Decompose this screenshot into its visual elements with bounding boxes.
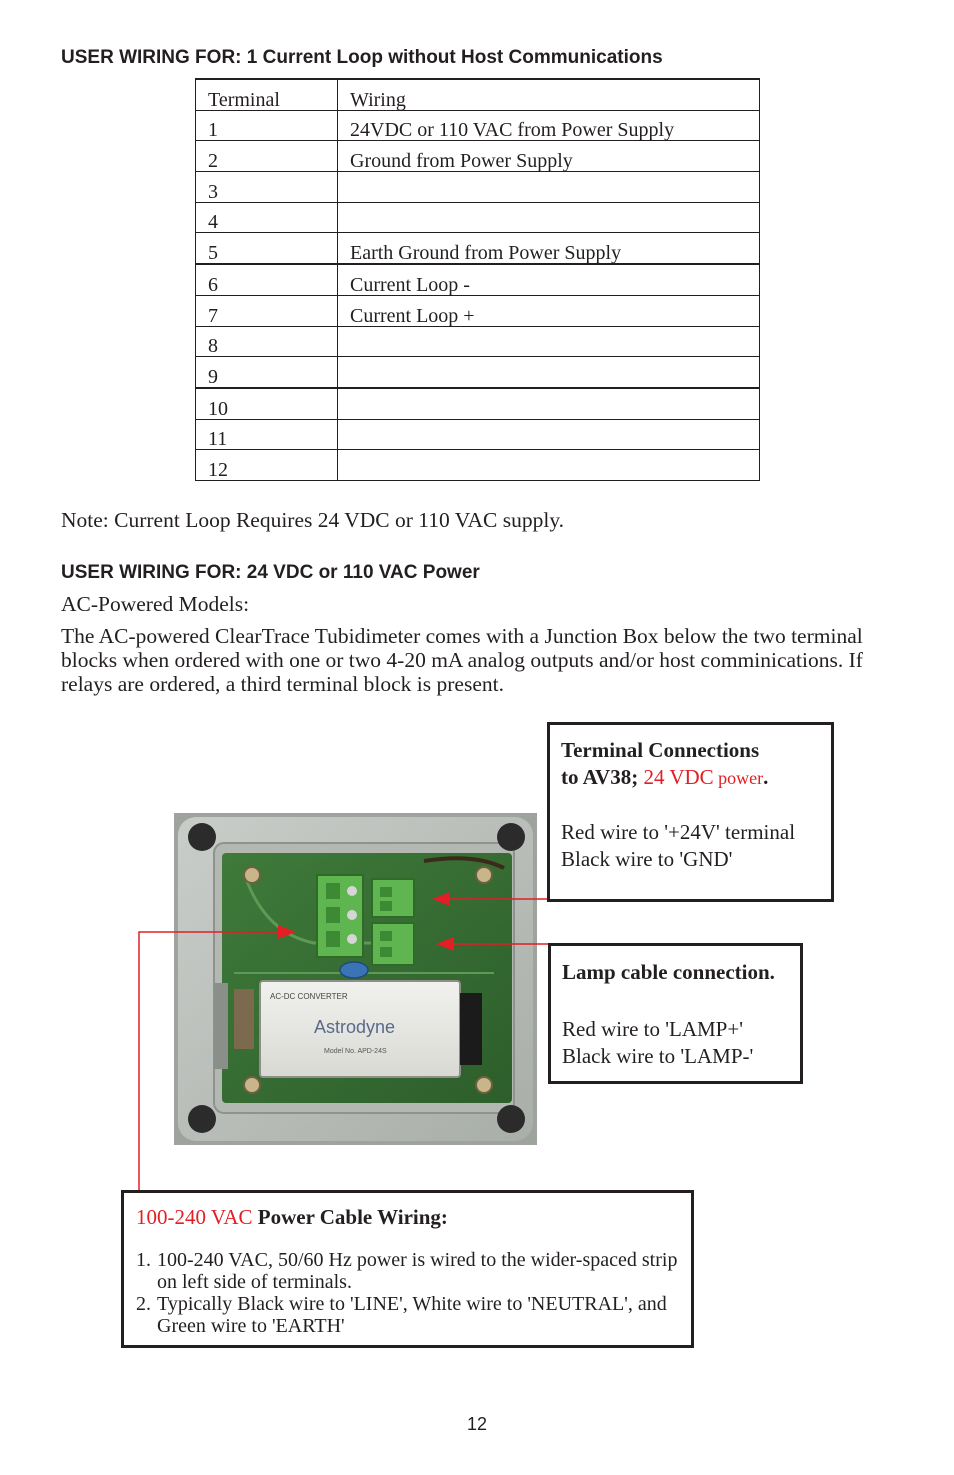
power-callout-item-number: 1. — [136, 1249, 151, 1271]
power-callout-item-number: 2. — [136, 1293, 151, 1315]
lamp-callout-line1: Red wire to 'LAMP+' — [562, 1017, 743, 1041]
table-header-terminal: Terminal — [196, 79, 338, 110]
table-row — [196, 264, 760, 295]
section-heading-power: USER WIRING FOR: 24 VDC or 110 VAC Power — [61, 562, 480, 583]
table-cell-terminal: 12 — [196, 450, 338, 481]
terminal-callout-title-prefix: to AV38; — [561, 765, 644, 789]
table-cell-terminal: 5 — [196, 233, 338, 264]
table-cell-wiring — [338, 172, 760, 203]
table-cell-terminal: 3 — [196, 172, 338, 203]
terminal-callout-title-line1: Terminal Connections — [561, 738, 760, 762]
table-cell-terminal: 4 — [196, 202, 338, 233]
table-cell-wiring — [338, 419, 760, 450]
module-model-text: Model No. APD-24S — [324, 1048, 387, 1055]
table-cell-wiring: Current Loop - — [338, 264, 760, 295]
terminal-callout-title-line2 — [561, 764, 768, 792]
ac-powered-subheading: AC-Powered Models: — [61, 592, 250, 616]
terminal-callout-voltage: 24 VDC — [643, 765, 714, 789]
power-cable-callout — [121, 1190, 694, 1348]
table-cell-wiring: Earth Ground from Power Supply — [338, 233, 760, 264]
table-cell-wiring — [338, 388, 760, 419]
table-cell-terminal: 9 — [196, 357, 338, 388]
power-callout-title — [136, 1205, 448, 1230]
lamp-callout-title: Lamp cable connection. — [562, 960, 775, 984]
table-row — [196, 233, 760, 264]
module-brand-text: Astrodyne — [314, 1017, 396, 1037]
table-cell-terminal: 2 — [196, 141, 338, 172]
terminal-connections-callout — [547, 722, 834, 902]
section-heading-current-loop: USER WIRING FOR: 1 Current Loop without Host Communications — [61, 47, 663, 68]
power-callout-item-text: 100-240 VAC, 50/60 Hz power is wired to the wider-spaced strip on left side of terminals. — [157, 1249, 678, 1293]
table-cell-wiring — [338, 357, 760, 388]
table-row — [196, 295, 760, 326]
table-row — [196, 450, 760, 481]
terminal-callout-power-word: power — [713, 768, 764, 788]
table-cell-terminal: 1 — [196, 110, 338, 141]
current-loop-note: Note: Current Loop Requires 24 VDC or 110 VAC supply. — [61, 508, 565, 532]
table-row — [196, 326, 760, 357]
power-callout-voltage: 100-240 VAC — [136, 1205, 253, 1229]
table-cell-terminal: 11 — [196, 419, 338, 450]
junction-box-photo — [174, 813, 537, 1145]
table-cell-terminal: 10 — [196, 388, 338, 419]
wiring-table — [195, 78, 760, 481]
terminal-callout-period: . — [763, 765, 769, 789]
terminal-callout-line1: Red wire to '+24V' terminal — [561, 820, 796, 844]
table-cell-wiring — [338, 202, 760, 233]
table-cell-wiring: Ground from Power Supply — [338, 141, 760, 172]
power-callout-title-rest: Power Cable Wiring: — [252, 1205, 448, 1229]
lamp-cable-callout — [548, 943, 803, 1084]
table-row — [196, 141, 760, 172]
table-cell-wiring: 24VDC or 110 VAC from Power Supply — [338, 110, 760, 141]
table-row — [196, 172, 760, 203]
module-header-text: AC-DC CONVERTER — [270, 992, 348, 1001]
table-header-wiring: Wiring — [338, 79, 760, 110]
power-callout-item — [136, 1293, 686, 1337]
table-cell-terminal: 6 — [196, 264, 338, 295]
ac-powered-paragraph: The AC-powered ClearTrace Tubidimeter comes with a Junction Box below the two terminal blocks when ordered with one or two 4-20 mA analog outputs and/or host comminications. If relays are ordered, a third terminal block is present. — [61, 624, 863, 696]
page-number: 12 — [466, 1414, 488, 1434]
table-cell-terminal: 7 — [196, 295, 338, 326]
table-cell-wiring — [338, 450, 760, 481]
table-row — [196, 202, 760, 233]
table-row — [196, 357, 760, 388]
terminal-callout-line2: Black wire to 'GND' — [561, 847, 733, 871]
table-row — [196, 388, 760, 419]
table-row — [196, 419, 760, 450]
table-cell-wiring — [338, 326, 760, 357]
power-callout-item — [136, 1249, 686, 1293]
table-row — [196, 110, 760, 141]
lamp-callout-line2: Black wire to 'LAMP-' — [562, 1044, 754, 1068]
power-callout-item-text: Typically Black wire to 'LINE', White wire to 'NEUTRAL', and Green wire to 'EARTH' — [157, 1293, 667, 1337]
table-cell-terminal: 8 — [196, 326, 338, 357]
table-cell-wiring: Current Loop + — [338, 295, 760, 326]
